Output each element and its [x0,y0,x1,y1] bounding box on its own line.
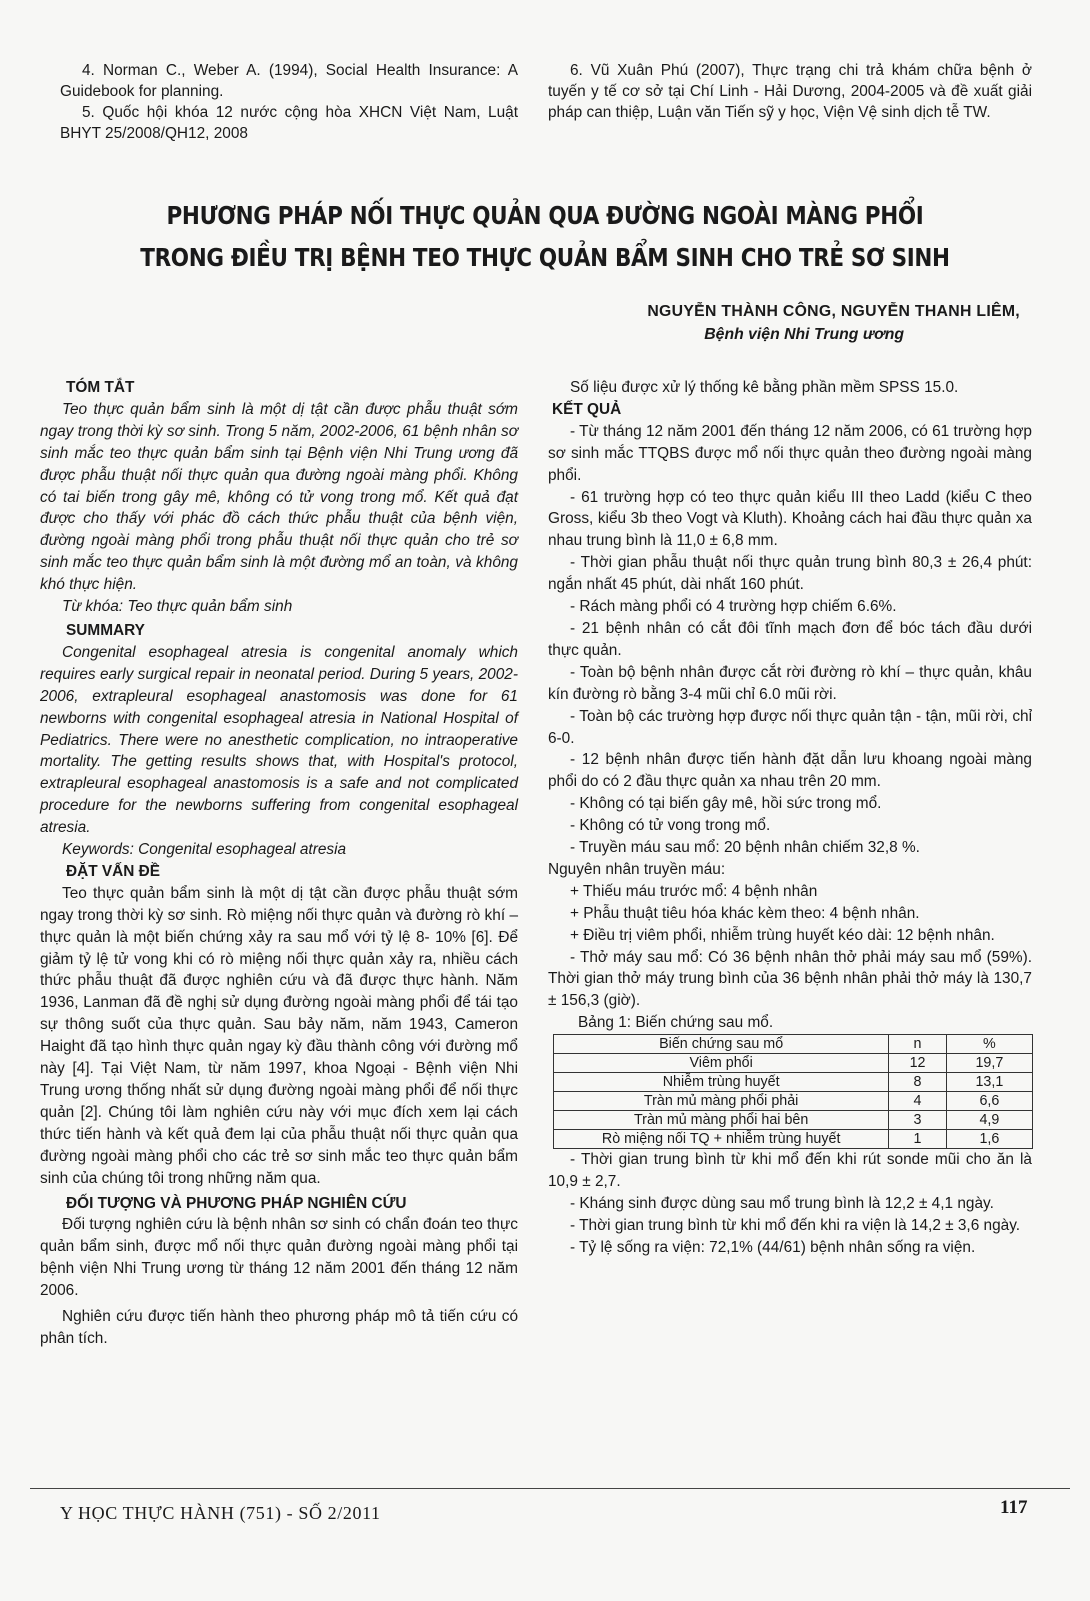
table-cell-n: 12 [889,1054,946,1073]
result-item: - Không có tử vong trong mổ. [570,817,771,835]
ventilation-text: - Thở máy sau mổ: Có 36 bệnh nhân thở phải máy sau mổ (59%). Thời gian thở máy trung bình của 36 bệnh nhân phải thở máy là 130,7 ± 156,3 (giờ). [548,948,1032,1010]
result-item: - Toàn bộ bệnh nhân được cắt rời đường rò khí – thực quản, khâu kín đường rò bằng 3-4 mũi chỉ 6.0 mũi rời. [548,663,1032,703]
result-item: - Kháng sinh được dùng sau mổ trung bình là 12,2 ± 4,1 ngày. [570,1195,994,1212]
result-item: - Toàn bộ các trường hợp được nối thực quản tận - tận, mũi rời, chỉ 6-0. [548,707,1032,747]
table-row [554,1054,1033,1073]
result-item: - 61 trường hợp có teo thực quản kiểu III theo Ladd (kiểu C theo Gross, kiểu 3b theo Vogt và Kluth). Khoảng cách hai đầu thực quản xa nhau trung bình là 11,0 ± 6,8 mm. [548,488,1032,550]
summary-heading: SUMMARY [66,621,145,639]
transfusion-cause: + Điều trị viêm phổi, nhiễm trùng huyết kéo dài: 12 bệnh nhân. [570,926,995,944]
summary-text: Congenital esophageal atresia is congenital anomaly which requires early surgical repair in neonatal period. During 5 years, 2002-2006, extrapleural esophageal anastomosis was done for 61 newborns with congenital esophageal atresia in National Hospital of Pediatrics. There were no anesthetic complication, no intraoperative mortality. The getting results shows that, with Hospital's protocol, extrapleural esophageal anastomosis is a safe and not complicated procedure for the newborns suffering from congenital esophageal atresia. [40,643,518,837]
transfusion-cause: + Thiếu máu trước mổ: 4 bệnh nhân [570,882,818,900]
title-line-1: PHƯƠNG PHÁP NỐI THỰC QUẢN QUA ĐƯỜNG NGOÀI MÀNG PHỔI [166,201,924,230]
transfusion-causes-list [548,881,1032,947]
table-cell-complication: Rò miệng nối TQ + nhiễm trùng huyết [554,1130,889,1149]
reference-5: 5. Quốc hội khóa 12 nước cộng hòa XHCN Việt Nam, Luật BHYT 25/2008/QH12, 2008 [60,104,518,142]
table-cell-complication: Tràn mủ màng phổi hai bên [554,1111,889,1130]
methods-heading: ĐỐI TƯỢNG VÀ PHƯƠNG PHÁP NGHIÊN CỨU [66,1194,407,1212]
result-item: - 12 bệnh nhân được tiến hành đặt dẫn lưu khoang ngoài màng phổi do có 2 đầu thực quản xa nhau trên 20 mm. [548,751,1032,791]
abstract-keywords: Từ khóa: Teo thực quản bẩm sinh [62,598,293,616]
table-cell-complication: Tràn mủ màng phổi phải [554,1092,889,1111]
footer-divider [30,1488,1070,1489]
intro-heading: ĐẶT VẤN ĐỀ [66,862,161,880]
table-cell-complication: Viêm phổi [554,1054,889,1073]
reference-4: 4. Norman C., Weber A. (1994), Social Health Insurance: A Guidebook for planning. [60,62,518,100]
table-cell-n: 3 [889,1111,946,1130]
article-title [76,195,1013,279]
references-right [548,60,1032,123]
table-row [554,1092,1033,1111]
author-names: NGUYỄN THÀNH CÔNG, NGUYỄN THANH LIÊM, [647,303,1020,320]
left-column [40,377,518,1350]
result-item: - Thời gian trung bình từ khi mổ đến khi ra viện là 14,2 ± 3,6 ngày. [570,1216,1021,1234]
table-cell-n: 1 [889,1130,946,1149]
abstract-text: Teo thực quản bẩm sinh là một dị tật cần được phẫu thuật sớm ngay trong thời kỳ sơ sinh. Trong 5 năm, 2002-2006, 61 bệnh nhân sơ sinh mắc teo thực quản bẩm sinh tại Bệnh viện Nhi Trung ương đã được phẫu thuật nối thực quản qua đường ngoài màng phổi. Không có tai biến trong gây mê, không có tử vong trong mổ. Kết quả đạt được cho thấy với phác đồ cách thức phẫu thuật của bệnh viện, đường ngoài màng phổi trong phẫu thuật nối thực quản cho trẻ sơ sinh mắc teo thực quản bẩm sinh là một đường mổ an toàn, và không khó thực hiện. [40,400,518,594]
result-item: - Thời gian trung bình từ khi mổ đến khi rút sonde mũi cho ăn là 10,9 ± 2,7. [548,1151,1032,1191]
result-item: - 21 bệnh nhân có cắt đôi tĩnh mạch đơn để bóc tách đầu dưới thực quản. [548,619,1032,659]
complications-table [553,1034,1033,1149]
transfusion-causes-intro: Nguyên nhân truyền máu: [548,860,726,878]
abstract-heading: TÓM TẮT [66,379,135,396]
table-header-percent: % [946,1035,1032,1054]
table-row [554,1073,1033,1092]
summary-keywords: Keywords: Congenital esophageal atresia [62,841,347,859]
table-cell-percent: 13,1 [946,1073,1032,1092]
right-column [548,377,1032,1259]
author-affiliation: Bệnh viện Nhi Trung ương [704,326,904,343]
table-cell-n: 8 [889,1073,946,1092]
methods-paragraph-1: Đối tượng nghiên cứu là bệnh nhân sơ sinh có chẩn đoán teo thực quản bẩm sinh, được mổ nối thực quản đường ngoài màng phổi tại bệnh viện Nhi Trung ương từ tháng 12 năm 2001 đến tháng 12 năm 2006. [40,1216,518,1300]
result-item: - Rách màng phổi có 4 trường hợp chiếm 6.6%. [570,598,897,616]
reference-6: 6. Vũ Xuân Phú (2007), Thực trạng chi trả khám chữa bệnh ở tuyến y tế cơ sở tại Chí Linh - Hải Dương, 2004-2005 và đề xuất giải pháp can thiệp, Luận văn Tiến sỹ y học, Viện Vệ sinh dịch tễ TW. [548,62,1032,121]
results-after-table [548,1149,1032,1259]
result-item: - Từ tháng 12 năm 2001 đến tháng 12 năm 2006, có 61 trường hợp sơ sinh mắc TTQBS được mổ nối thực quản theo đường ngoài màng phổi. [548,422,1032,484]
result-item: - Không có tại biến gây mê, hồi sức trong mổ. [570,795,882,813]
results-heading: KẾT QUẢ [552,400,622,418]
intro-text: Teo thực quản bẩm sinh là một dị tật cần được phẫu thuật sớm ngay trong thời kỳ sơ sinh. Rò miệng nối thực quản và đường rò khí – thực quản là một biến chứng xảy ra sau mổ với tỷ lệ 8- 10% [6]. Để giảm tỷ lệ tử vong khi có rò miệng nối thực quản xảy ra, nhiều cách thức phẫu thuật đã được nghiên cứu và đã được thực hành. Năm 1936, Lanman đã đề nghị sử dụng đường ngoài màng phổi để tái tạo sự thông suốt của thực quản. Sau bảy năm, năm 1943, Cameron Haight đã tạo hình thực quản ngay kỳ đầu thành công với đường mổ này [4]. Tại Việt Nam, từ năm 1997, khoa Ngoại - Bệnh viện Nhi Trung ương thống nhất sử dụng đường ngoài màng phổi để nối thực quản [2]. Chúng tôi làm nghiên cứu này với mục đích xem lại cách thức tiến hành và kết quả đem lại của phẫu thuật nối thực quản qua đường ngoài màng phổi cho các trẻ sơ sinh mắc teo thực quản bẩm sinh của chúng tôi trong những năm qua. [40,884,518,1187]
methods-paragraph-3: Số liệu được xử lý thống kê bằng phần mềm SPSS 15.0. [570,379,959,396]
table-cell-percent: 19,7 [946,1054,1032,1073]
methods-paragraph-2: Nghiên cứu được tiến hành theo phương pháp mô tả tiến cứu có phân tích. [40,1308,518,1347]
page-number: 117 [1000,1497,1028,1518]
result-item: - Truyền máu sau mổ: 20 bệnh nhân chiếm 32,8 %. [570,839,920,857]
title-line-2: TRONG ĐIỀU TRỊ BỆNH TEO THỰC QUẢN BẨM SINH CHO TRẺ SƠ SINH [140,243,950,272]
table-cell-n: 4 [889,1092,946,1111]
journal-footer: Y HỌC THỰC HÀNH (751) - SỐ 2/2011 [60,1503,381,1523]
table-cell-percent: 6,6 [946,1092,1032,1111]
table-cell-percent: 1,6 [946,1130,1032,1149]
results-list [548,421,1032,859]
author-block [647,300,1020,346]
table-cell-complication: Nhiễm trùng huyết [554,1073,889,1092]
transfusion-cause: + Phẫu thuật tiêu hóa khác kèm theo: 4 bệnh nhân. [570,904,920,922]
result-item: - Tỷ lệ sống ra viện: 72,1% (44/61) bệnh nhân sống ra viện. [570,1238,976,1256]
table-cell-percent: 4,9 [946,1111,1032,1130]
references-left [60,60,518,144]
table-caption: Bảng 1: Biến chứng sau mổ. [578,1014,774,1032]
table-header-complication: Biến chứng sau mổ [554,1035,889,1054]
result-item: - Thời gian phẫu thuật nối thực quản trung bình 80,3 ± 26,4 phút: ngắn nhất 45 phút, dài nhất 160 phút. [548,554,1032,594]
table-row [554,1130,1033,1149]
table-row [554,1111,1033,1130]
table-header-n: n [889,1035,946,1054]
